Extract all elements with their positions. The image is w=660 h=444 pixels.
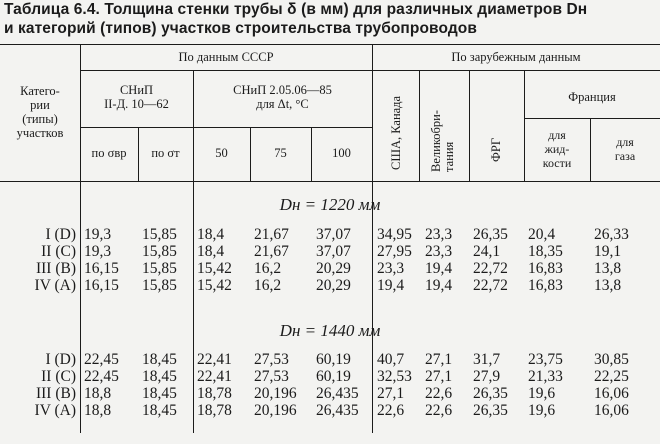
cell-great-britain: 19,4 — [425, 277, 453, 294]
foreign-header: По зарубежным данным — [451, 50, 581, 64]
cell-usa-canada: 27,1 — [377, 385, 405, 402]
cell-t75: 21,67 — [254, 226, 289, 243]
cell-t75: 16,2 — [254, 260, 282, 277]
cell-frg: 26,35 — [473, 226, 508, 243]
sigma-t-header: по σт — [151, 146, 180, 160]
table-row — [0, 369, 660, 385]
cell-t50: 18,78 — [197, 385, 232, 402]
cell-frg: 27,9 — [473, 368, 501, 385]
cell-usa-canada: 40,7 — [377, 351, 405, 368]
cell-france-gas: 13,8 — [594, 277, 622, 294]
sigma-vr-header: по σвр — [91, 146, 127, 160]
cell-t50: 15,42 — [197, 260, 232, 277]
col-rule-usa — [419, 70, 420, 181]
cell-great-britain: 27,1 — [425, 368, 453, 385]
cell-t75: 20,196 — [254, 385, 297, 402]
cell-t100: 26,435 — [316, 402, 359, 419]
cell-sigma-vr: 18,8 — [84, 402, 112, 419]
cell-france-gas: 26,33 — [594, 226, 629, 243]
table-row — [0, 278, 660, 294]
cell-great-britain: 22,6 — [425, 385, 453, 402]
cell-sigma-t: 18,45 — [142, 385, 177, 402]
frg-header: ФРГ — [489, 137, 503, 162]
cell-sigma-vr: 22,45 — [84, 368, 119, 385]
cell-france-liquid: 23,75 — [528, 351, 563, 368]
cell-usa-canada: 23,3 — [377, 260, 405, 277]
cell-france-gas: 30,85 — [594, 351, 629, 368]
france-liquid-header: для жид- кости — [542, 128, 572, 170]
title-line-1: Таблица 6.4. Толщина стенки трубы δ (в мм) для различных диаметров Dн — [4, 1, 588, 18]
cell-france-gas: 13,8 — [594, 260, 622, 277]
cell-france-gas: 19,1 — [594, 243, 622, 260]
header-rule-3 — [80, 127, 372, 128]
cell-frg: 26,35 — [473, 402, 508, 419]
cell-category: II (C) — [41, 368, 76, 385]
header-rule-france — [524, 118, 660, 119]
cell-t50: 18,4 — [197, 243, 225, 260]
cell-sigma-t: 15,85 — [142, 260, 177, 277]
ussr-header: По данным СССР — [178, 50, 274, 64]
cell-t50: 18,78 — [197, 402, 232, 419]
category-header: Катего- рии (типы) участков — [16, 84, 64, 140]
header-rule-2 — [80, 70, 660, 71]
table-row — [0, 386, 660, 402]
header-top-rule — [0, 44, 660, 45]
cell-category: II (C) — [41, 243, 76, 260]
cell-t75: 21,67 — [254, 243, 289, 260]
cell-sigma-vr: 19,3 — [84, 226, 112, 243]
table-row — [0, 352, 660, 368]
cell-category: I (D) — [45, 226, 76, 243]
cell-category: IV (A) — [34, 402, 76, 419]
cell-category: III (B) — [35, 260, 76, 277]
cell-sigma-t: 15,85 — [142, 243, 177, 260]
temp-75-header: 75 — [274, 146, 287, 160]
cell-usa-canada: 19,4 — [377, 277, 405, 294]
cell-usa-canada: 34,95 — [377, 226, 412, 243]
cell-france-liquid: 19,6 — [528, 402, 556, 419]
cell-usa-canada: 27,95 — [377, 243, 412, 260]
cell-france-liquid: 21,33 — [528, 368, 563, 385]
section-label-1440: Dн = 1440 мм — [279, 321, 381, 340]
cell-t100: 20,29 — [316, 277, 351, 294]
cell-category: IV (A) — [34, 277, 76, 294]
cell-frg: 22,72 — [473, 260, 508, 277]
table-title — [4, 0, 658, 38]
header-bottom-rule — [0, 181, 660, 182]
table-row — [0, 227, 660, 243]
section-label-1220: Dн = 1220 мм — [279, 195, 381, 214]
cell-sigma-vr: 19,3 — [84, 243, 112, 260]
cell-t100: 37,07 — [316, 243, 351, 260]
table-row — [0, 244, 660, 260]
cell-t50: 22,41 — [197, 351, 232, 368]
cell-frg: 31,7 — [473, 351, 501, 368]
cell-great-britain: 22,6 — [425, 402, 453, 419]
snip-1985-header: СНиП 2.05.06—85 для Δt, °C — [233, 83, 332, 111]
cell-t100: 60,19 — [316, 351, 351, 368]
cell-great-britain: 23,3 — [425, 243, 453, 260]
cell-sigma-t: 15,85 — [142, 277, 177, 294]
cell-france-liquid: 20,4 — [528, 226, 556, 243]
cell-sigma-t: 18,45 — [142, 402, 177, 419]
cell-t100: 20,29 — [316, 260, 351, 277]
temp-100-header: 100 — [332, 146, 351, 160]
cell-sigma-vr: 22,45 — [84, 351, 119, 368]
cell-great-britain: 27,1 — [425, 351, 453, 368]
cell-usa-canada: 22,6 — [377, 402, 405, 419]
snip-1962-header: СНиП II-Д. 10—62 — [104, 83, 169, 111]
cell-frg: 22,72 — [473, 277, 508, 294]
cell-france-liquid: 16,83 — [528, 277, 563, 294]
cell-t75: 16,2 — [254, 277, 282, 294]
cell-usa-canada: 32,53 — [377, 368, 412, 385]
great-britain-header: Великобри- тания — [429, 110, 456, 172]
cell-sigma-vr: 16,15 — [84, 260, 119, 277]
title-line-2: и категорий (типов) участков строительства трубопроводов — [4, 20, 477, 37]
cell-sigma-vr: 16,15 — [84, 277, 119, 294]
cell-frg: 24,1 — [473, 243, 501, 260]
cell-category: III (B) — [35, 385, 76, 402]
cell-france-liquid: 19,6 — [528, 385, 556, 402]
cell-france-liquid: 16,83 — [528, 260, 563, 277]
cell-t100: 60,19 — [316, 368, 351, 385]
cell-sigma-t: 18,45 — [142, 351, 177, 368]
table-row — [0, 261, 660, 277]
cell-great-britain: 19,4 — [425, 260, 453, 277]
cell-t50: 22,41 — [197, 368, 232, 385]
cell-t100: 37,07 — [316, 226, 351, 243]
cell-t50: 18,4 — [197, 226, 225, 243]
cell-t100: 26,435 — [316, 385, 359, 402]
france-header: Франция — [568, 90, 616, 104]
cell-sigma-t: 15,85 — [142, 226, 177, 243]
cell-france-gas: 22,25 — [594, 368, 629, 385]
cell-france-liquid: 18,35 — [528, 243, 563, 260]
france-gas-header: для газа — [614, 135, 636, 163]
usa-canada-header: США, Канада — [389, 95, 403, 170]
col-rule-gb — [469, 70, 470, 181]
cell-category: I (D) — [45, 351, 76, 368]
cell-sigma-t: 18,45 — [142, 368, 177, 385]
cell-t75: 27,53 — [254, 351, 289, 368]
cell-frg: 26,35 — [473, 385, 508, 402]
cell-t75: 20,196 — [254, 402, 297, 419]
cell-france-gas: 16,06 — [594, 385, 629, 402]
cell-t75: 27,53 — [254, 368, 289, 385]
temp-50-header: 50 — [215, 146, 228, 160]
cell-great-britain: 23,3 — [425, 226, 453, 243]
cell-sigma-vr: 18,8 — [84, 385, 112, 402]
cell-t50: 15,42 — [197, 277, 232, 294]
table-row — [0, 403, 660, 419]
cell-france-gas: 16,06 — [594, 402, 629, 419]
